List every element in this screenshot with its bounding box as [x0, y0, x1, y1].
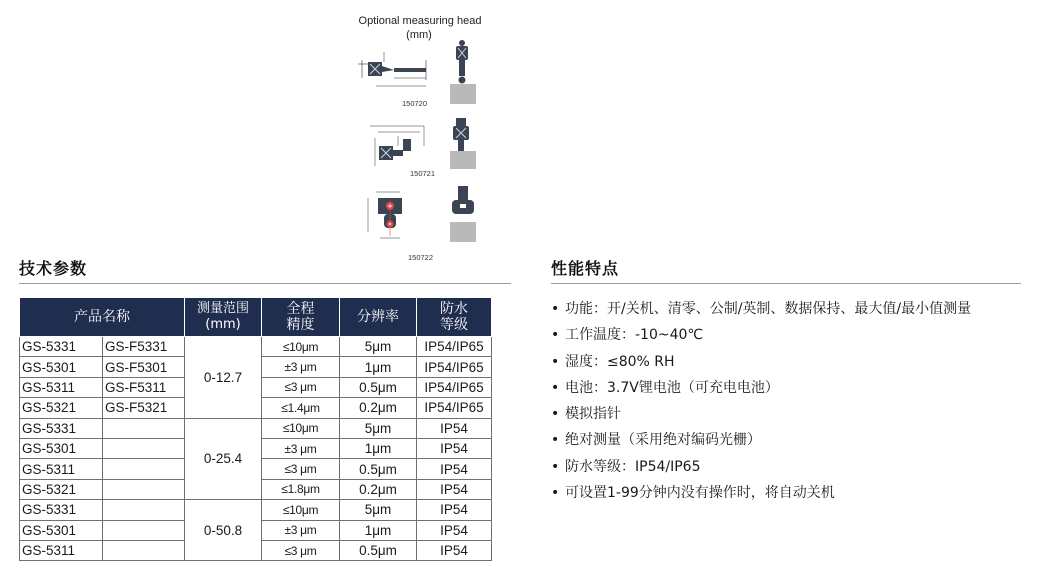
model-f-cell	[103, 540, 185, 560]
rating-cell: IP54	[417, 479, 492, 499]
figure-caption-unit: (mm)	[406, 29, 432, 41]
resolution-cell: 0.2μm	[340, 398, 417, 418]
accuracy-cell: ≤3 μm	[262, 459, 340, 479]
feature-text: 电池：3.7V锂电池（可充电电池）	[565, 379, 779, 396]
header-range-line2: (mm)	[205, 317, 241, 332]
head-150722-photo	[450, 186, 476, 242]
accuracy-cell: ±3 μm	[262, 438, 340, 458]
model-f-cell: GS-F5331	[103, 337, 185, 357]
model-cell: GS-5331	[20, 500, 103, 520]
model-f-cell	[103, 438, 185, 458]
table-row	[20, 500, 492, 520]
model-f-cell	[103, 520, 185, 540]
bullet-icon: •	[551, 458, 560, 475]
model-cell: GS-5321	[20, 398, 103, 418]
list-item	[551, 298, 971, 324]
rating-cell: IP54	[417, 438, 492, 458]
rating-cell: IP54/IP65	[417, 357, 492, 377]
rating-cell: IP54/IP65	[417, 377, 492, 397]
head-code-150721: 150721	[410, 169, 436, 178]
model-f-cell	[103, 459, 185, 479]
model-cell: GS-5331	[20, 418, 103, 438]
rating-cell: IP54/IP65	[417, 398, 492, 418]
model-cell: GS-5311	[20, 377, 103, 397]
accuracy-cell: ≤10μm	[262, 337, 340, 357]
rating-cell: IP54	[417, 520, 492, 540]
list-item	[551, 482, 971, 508]
resolution-cell: 5μm	[340, 500, 417, 520]
resolution-cell: 5μm	[340, 337, 417, 357]
accuracy-cell: ≤3 μm	[262, 540, 340, 560]
rating-cell: IP54	[417, 459, 492, 479]
accuracy-cell: ±3 μm	[262, 357, 340, 377]
header-product-name: 产品名称	[20, 298, 185, 337]
model-cell: GS-5311	[20, 459, 103, 479]
header-measuring-range	[185, 298, 262, 337]
header-range-line1: 测量范围	[196, 301, 249, 316]
header-waterproof	[417, 298, 492, 337]
feature-text: 模拟指针	[565, 406, 621, 423]
figure-caption-title: Optional measuring head	[358, 15, 482, 27]
features-list	[551, 298, 971, 508]
list-item	[551, 351, 971, 377]
features-section-title: 性能特点	[551, 259, 620, 278]
model-cell: GS-5321	[20, 479, 103, 499]
list-item	[551, 403, 971, 429]
accuracy-cell: ≤10μm	[262, 500, 340, 520]
measuring-head-figure	[340, 0, 510, 268]
feature-text: 绝对测量（采用绝对编码光栅）	[565, 432, 761, 449]
resolution-cell: 0.5μm	[340, 459, 417, 479]
table-row	[20, 337, 492, 357]
list-item	[551, 324, 971, 350]
model-f-cell: GS-F5311	[103, 377, 185, 397]
range-cell: 0-50.8	[185, 500, 262, 561]
header-accuracy	[262, 298, 340, 337]
feature-text: 工作温度：-10~40℃	[565, 327, 704, 344]
feature-text: 防水等级：IP54/IP65	[565, 458, 701, 475]
model-cell: GS-5331	[20, 337, 103, 357]
model-cell: GS-5301	[20, 357, 103, 377]
bullet-icon: •	[551, 432, 560, 449]
head-150721-photo	[450, 118, 476, 169]
header-waterproof-line1: 防水	[440, 301, 468, 317]
model-f-cell	[103, 500, 185, 520]
specs-table	[19, 297, 492, 561]
head-code-150720: 150720	[402, 99, 428, 108]
resolution-cell: 0.2μm	[340, 479, 417, 499]
head-150720-dimension-drawing	[358, 52, 426, 86]
specs-section-divider	[19, 283, 511, 284]
accuracy-cell: ≤1.8μm	[262, 479, 340, 499]
feature-text: 功能：开/关机、清零、公制/英制、数据保持、最大值/最小值测量	[565, 301, 972, 317]
bullet-icon: •	[551, 353, 560, 370]
model-cell: GS-5311	[20, 540, 103, 560]
resolution-cell: 0.5μm	[340, 377, 417, 397]
head-150722-dimension-drawing	[368, 192, 402, 238]
list-item	[551, 377, 971, 403]
model-f-cell: GS-F5301	[103, 357, 185, 377]
bullet-icon: •	[551, 485, 560, 502]
accuracy-cell: ≤3 μm	[262, 377, 340, 397]
bullet-icon: •	[551, 301, 560, 317]
resolution-cell: 1μm	[340, 438, 417, 458]
bullet-icon: •	[551, 379, 560, 396]
list-item	[551, 429, 971, 455]
specs-table-header-row	[20, 298, 492, 337]
rating-cell: IP54	[417, 540, 492, 560]
accuracy-cell: ±3 μm	[262, 520, 340, 540]
table-row	[20, 418, 492, 438]
accuracy-cell: ≤10μm	[262, 418, 340, 438]
resolution-cell: 0.5μm	[340, 540, 417, 560]
model-f-cell	[103, 479, 185, 499]
rating-cell: IP54	[417, 500, 492, 520]
header-accuracy-line1: 全程	[286, 301, 315, 317]
header-accuracy-line2: 精度	[286, 317, 315, 333]
accuracy-cell: ≤1.4μm	[262, 398, 340, 418]
resolution-cell: 1μm	[340, 357, 417, 377]
head-150721-dimension-drawing	[370, 126, 424, 166]
range-cell: 0-25.4	[185, 418, 262, 500]
bullet-icon: •	[551, 406, 560, 423]
measuring-head-drawings	[340, 0, 510, 268]
model-f-cell	[103, 418, 185, 438]
feature-text: 可设置1-99分钟内没有操作时，将自动关机	[565, 485, 835, 502]
resolution-cell: 1μm	[340, 520, 417, 540]
header-resolution: 分辨率	[340, 298, 417, 337]
range-cell: 0-12.7	[185, 337, 262, 419]
list-item	[551, 456, 971, 482]
head-code-150722: 150722	[408, 253, 434, 262]
model-f-cell: GS-F5321	[103, 398, 185, 418]
feature-text: 湿度：≤80% RH	[565, 353, 675, 370]
features-section-divider	[551, 283, 1021, 284]
resolution-cell: 5μm	[340, 418, 417, 438]
rating-cell: IP54	[417, 418, 492, 438]
specs-section-title: 技术参数	[19, 259, 88, 278]
rating-cell: IP54/IP65	[417, 337, 492, 357]
bullet-icon: •	[551, 327, 560, 344]
model-cell: GS-5301	[20, 520, 103, 540]
model-cell: GS-5301	[20, 438, 103, 458]
header-waterproof-line2: 等级	[440, 317, 468, 333]
head-150720-photo	[450, 40, 476, 104]
